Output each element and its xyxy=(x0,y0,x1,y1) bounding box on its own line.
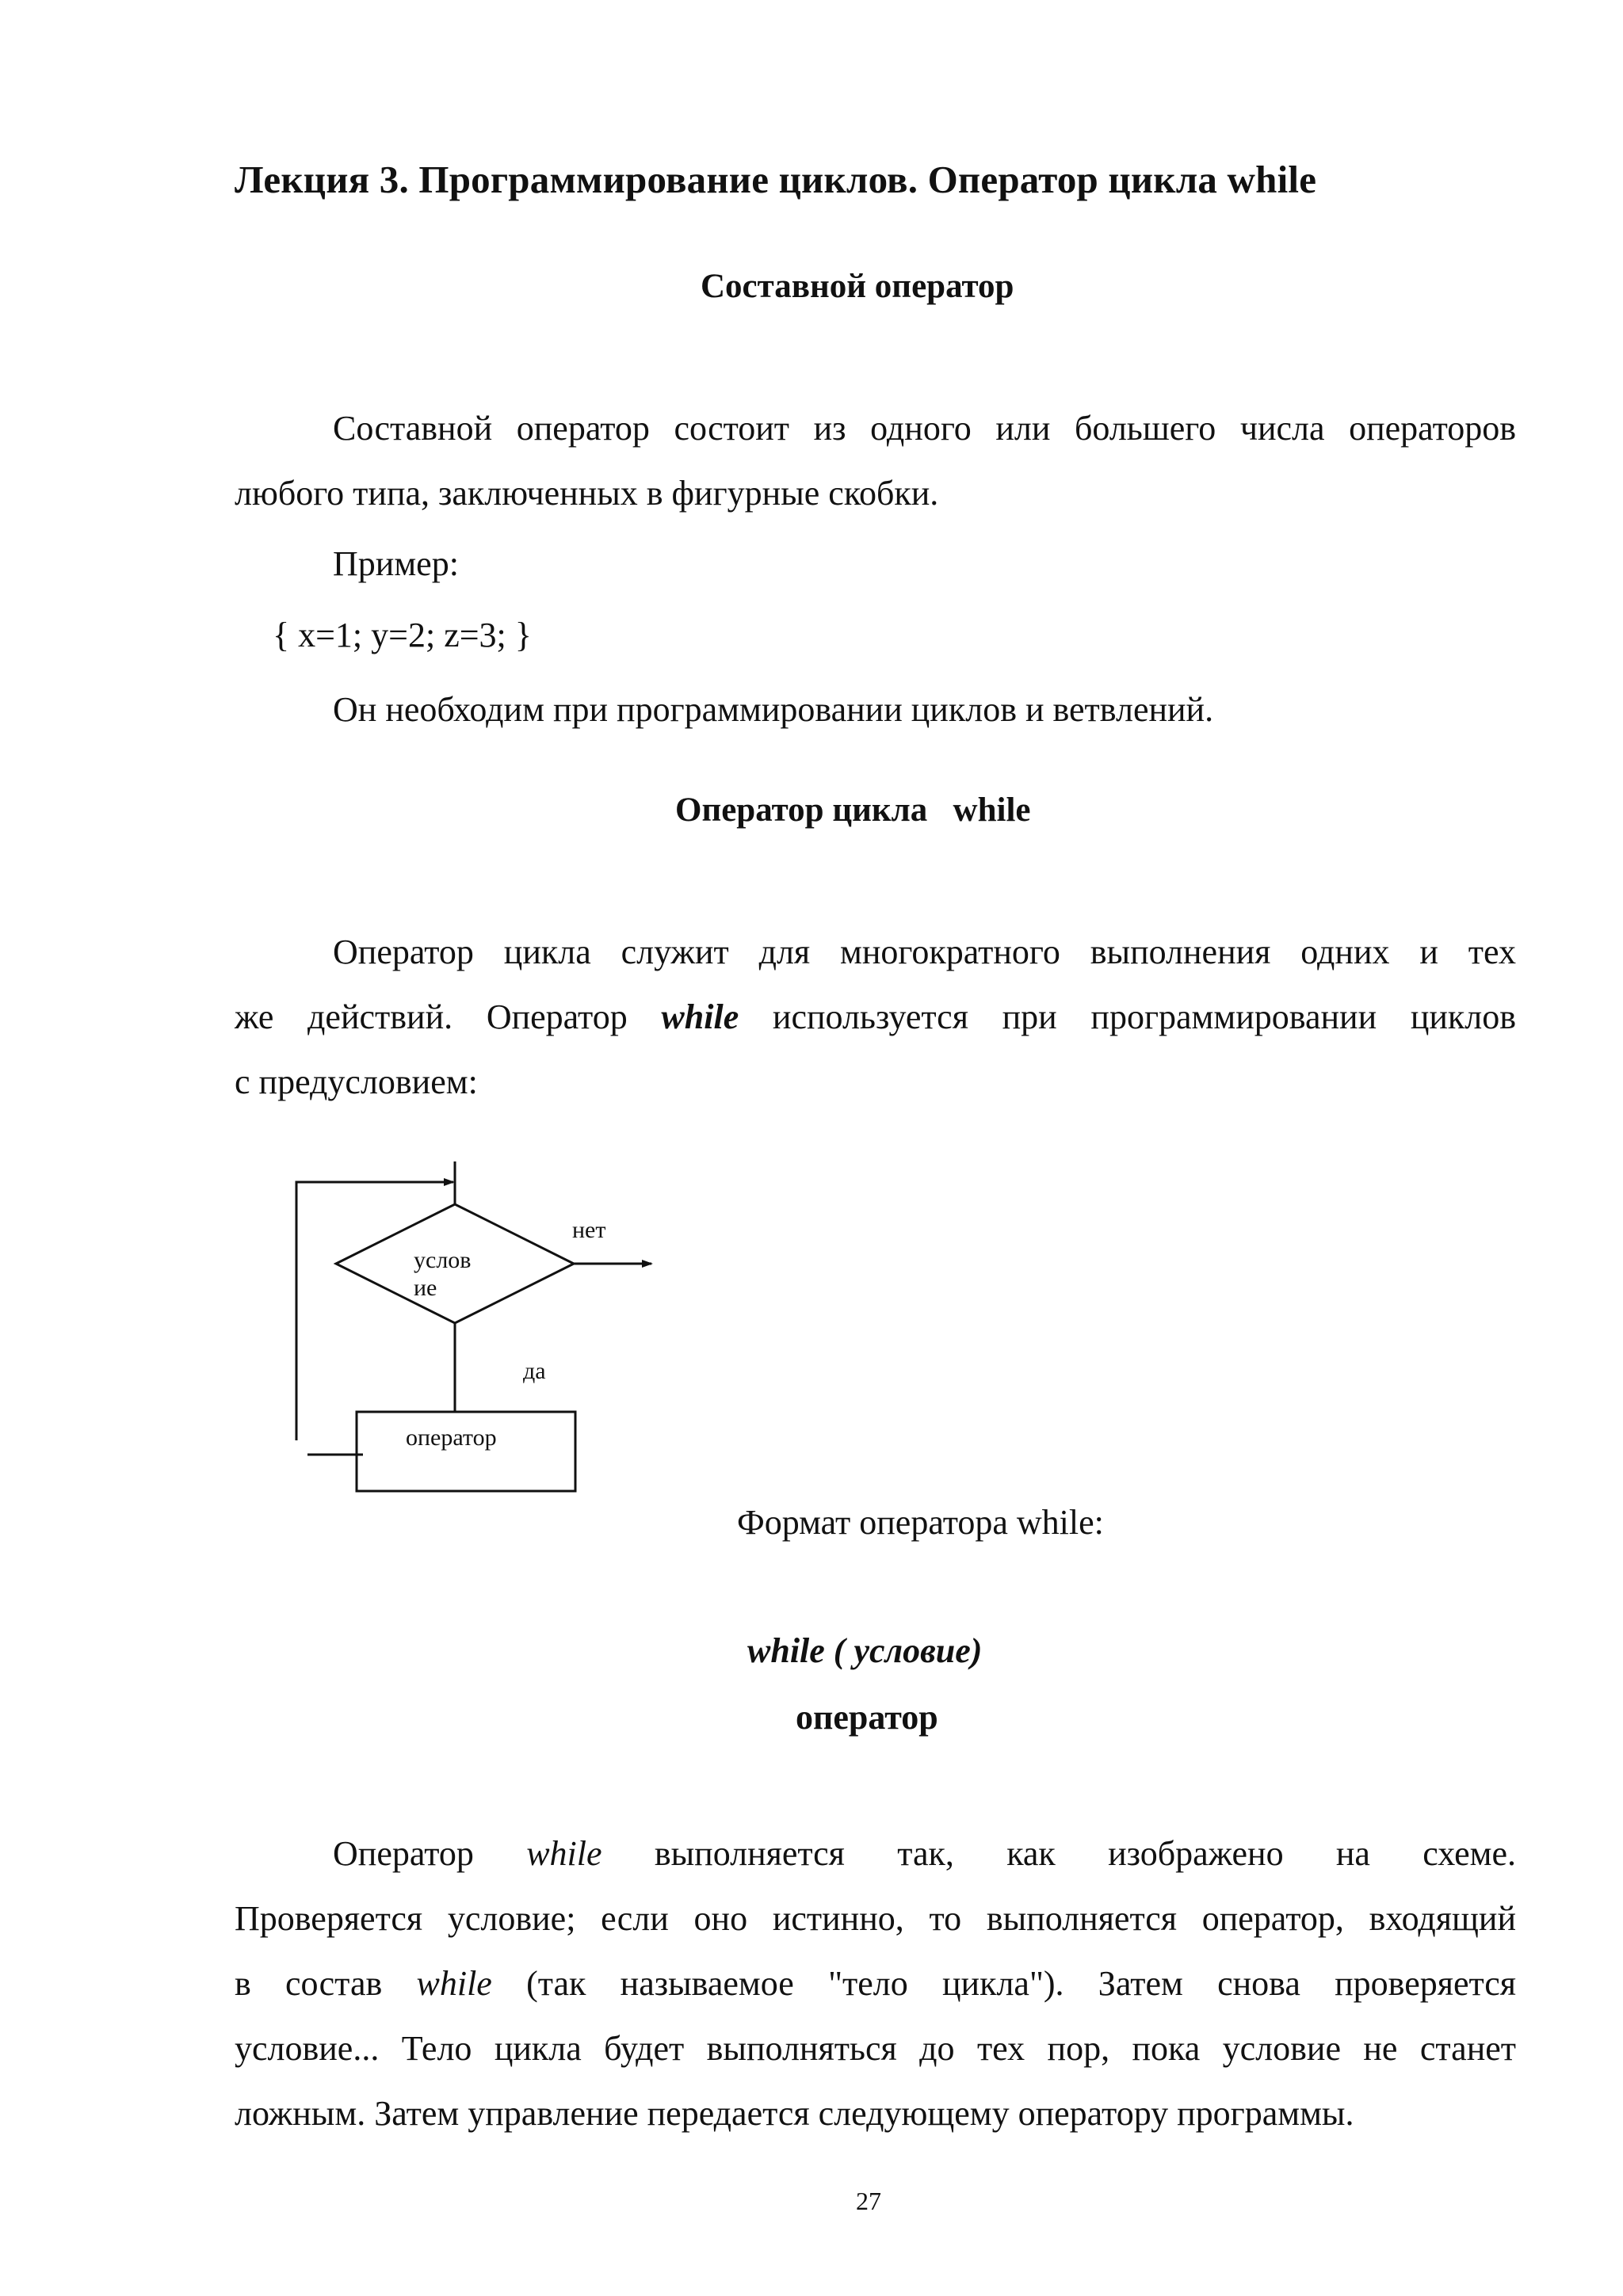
no-label: нет xyxy=(572,1217,606,1243)
condition-text: услов xyxy=(414,1247,472,1273)
paragraph-line: любого типа, заключенных в фигурные скобки. xyxy=(235,474,939,513)
section-heading-compound: Составной оператор xyxy=(701,268,1014,305)
paragraph-line: Проверяется условие; если оно истинно, то выполняется оператор, входящий xyxy=(235,1899,1516,1938)
operator-box xyxy=(357,1412,575,1491)
paragraph-line xyxy=(235,408,1516,448)
example-label: Пример: xyxy=(333,544,459,583)
example-code: { x=1; y=2; z=3; } xyxy=(273,616,532,654)
while-flowchart xyxy=(269,1141,745,1505)
text: Составной оператор состоит из одного или большего числа операторов xyxy=(333,409,1516,448)
text: в состав xyxy=(235,1964,383,2003)
section-heading-while: Оператор цикла while xyxy=(675,791,1031,829)
text: же действий. Оператор xyxy=(235,997,628,1036)
operator-text: оператор xyxy=(406,1425,497,1451)
paragraph-line xyxy=(235,997,1516,1037)
paragraph-line: условие... Тело цикла будет выполняться до тех пор, пока условие не станет xyxy=(235,2029,1516,2068)
paragraph-line: Оператор цикла служит для многократного выполнения одних и тех xyxy=(333,933,1516,971)
paragraph-line xyxy=(235,1833,1516,1874)
text: Оператор xyxy=(333,1834,474,1873)
condition-text: ие xyxy=(414,1275,437,1301)
text: (так называемое "тело цикла"). Затем снова проверяется xyxy=(526,1964,1517,2003)
page-number: 27 xyxy=(856,2187,881,2215)
syntax-line: оператор xyxy=(796,1698,938,1737)
lecture-title: Лекция 3. Программирование циклов. Оператор цикла while xyxy=(235,158,1317,201)
text: используется при программировании циклов xyxy=(772,997,1517,1036)
text: как изображено на схеме. xyxy=(1006,1834,1517,1873)
syntax-line: while ( условие) xyxy=(747,1631,983,1670)
paragraph-line: ложным. Затем управление передается следующему оператору программы. xyxy=(235,2094,1354,2133)
keyword-while: while xyxy=(661,997,739,1036)
yes-label: да xyxy=(523,1358,546,1384)
paragraph-note: Он необходим при программировании циклов и ветвлений. xyxy=(333,690,1214,729)
keyword-while: while xyxy=(526,1834,602,1873)
paragraph-line xyxy=(235,1963,1516,2004)
format-caption: Формат оператора while: xyxy=(737,1503,1104,1542)
keyword-while: while xyxy=(416,1964,492,2003)
text: выполняется так, xyxy=(654,1834,954,1873)
paragraph-line: с предусловием: xyxy=(235,1062,478,1101)
